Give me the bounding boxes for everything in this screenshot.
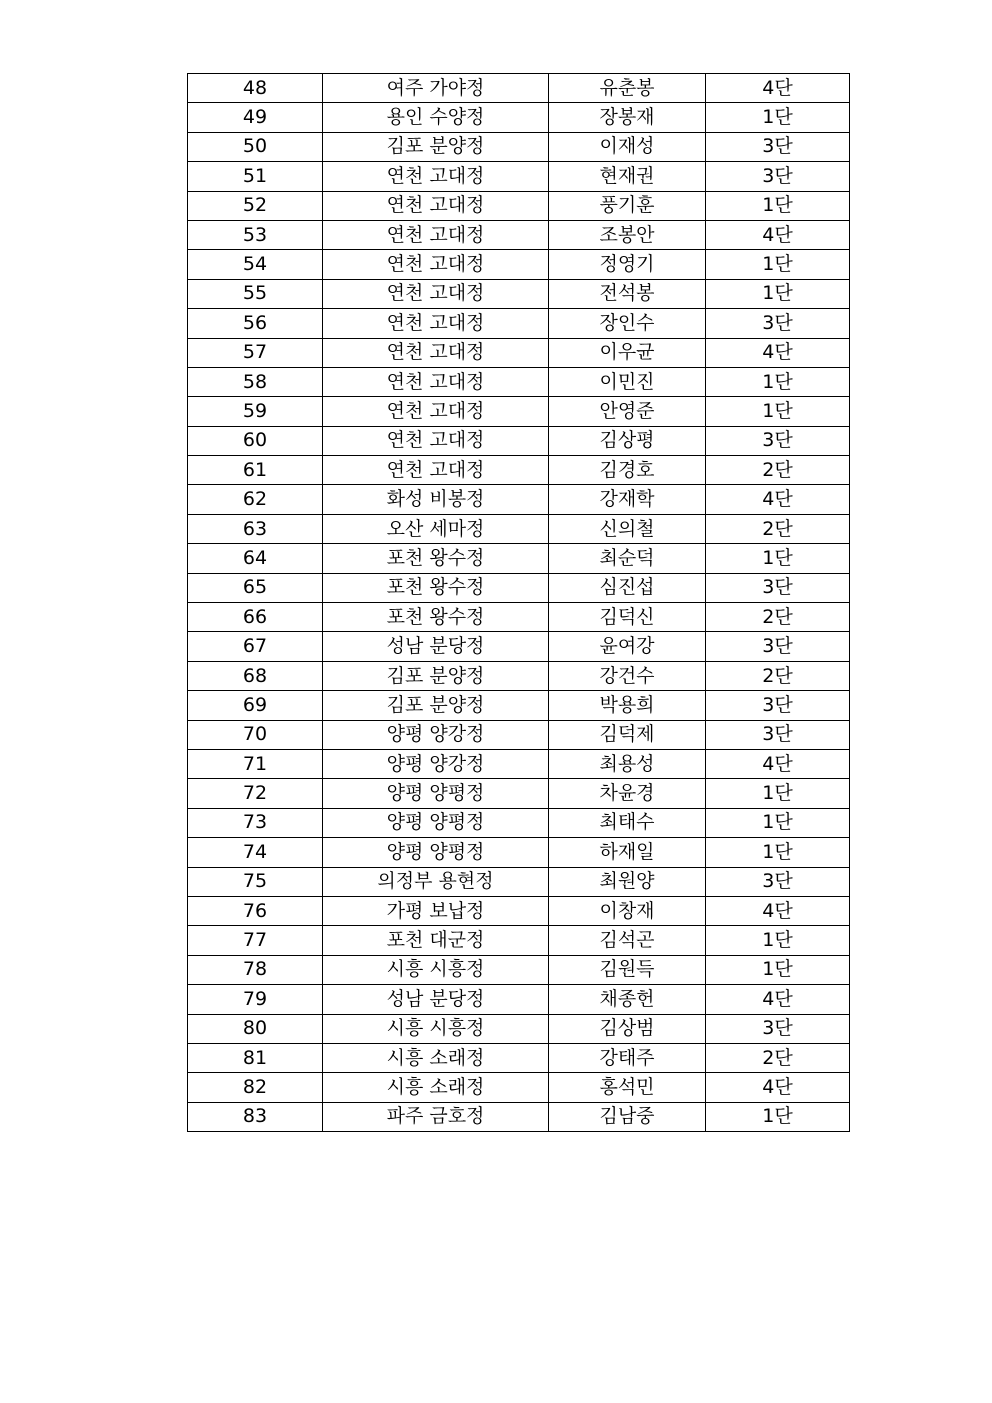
rank-cell: 2단: [706, 661, 850, 690]
row-number-cell: 68: [188, 661, 323, 690]
club-cell: 화성 비봉정: [323, 485, 549, 514]
club-cell: 가평 보납정: [323, 896, 549, 925]
table-row: [188, 132, 850, 161]
club-cell: 연천 고대정: [323, 367, 549, 396]
rank-cell: 1단: [706, 838, 850, 867]
rank-cell: 3단: [706, 426, 850, 455]
row-number-cell: 83: [188, 1102, 323, 1131]
club-cell: 시흥 시흥정: [323, 955, 549, 984]
row-number-cell: 80: [188, 1014, 323, 1043]
member-name-cell: 윤여강: [549, 632, 706, 661]
table-row: [188, 103, 850, 132]
member-name-cell: 박용희: [549, 691, 706, 720]
row-number-cell: 64: [188, 544, 323, 573]
club-cell: 의정부 용현정: [323, 867, 549, 896]
rank-cell: 1단: [706, 191, 850, 220]
rank-cell: 1단: [706, 279, 850, 308]
rank-cell: 3단: [706, 720, 850, 749]
table-row: [188, 485, 850, 514]
rank-cell: 1단: [706, 955, 850, 984]
table-row: [188, 1102, 850, 1131]
table-row: [188, 456, 850, 485]
club-cell: 오산 세마정: [323, 514, 549, 543]
member-name-cell: 하재일: [549, 838, 706, 867]
club-cell: 여주 가야정: [323, 74, 549, 103]
rank-cell: 4단: [706, 896, 850, 925]
row-number-cell: 56: [188, 309, 323, 338]
table-row: [188, 779, 850, 808]
member-name-cell: 홍석민: [549, 1073, 706, 1102]
table-row: [188, 162, 850, 191]
club-cell: 양평 양평정: [323, 779, 549, 808]
row-number-cell: 72: [188, 779, 323, 808]
rank-cell: 3단: [706, 1014, 850, 1043]
row-number-cell: 75: [188, 867, 323, 896]
rank-cell: 3단: [706, 691, 850, 720]
member-name-cell: 풍기훈: [549, 191, 706, 220]
table-row: [188, 309, 850, 338]
table-row: [188, 426, 850, 455]
table-row: [188, 1014, 850, 1043]
row-number-cell: 70: [188, 720, 323, 749]
row-number-cell: 58: [188, 367, 323, 396]
rank-cell: 4단: [706, 220, 850, 249]
club-cell: 양평 양평정: [323, 838, 549, 867]
table-row: [188, 1073, 850, 1102]
table-row: [188, 191, 850, 220]
club-cell: 포천 왕수정: [323, 603, 549, 632]
rank-cell: 1단: [706, 544, 850, 573]
rank-cell: 3단: [706, 309, 850, 338]
rank-cell: 4단: [706, 1073, 850, 1102]
rank-cell: 3단: [706, 867, 850, 896]
row-number-cell: 71: [188, 749, 323, 778]
table-row: [188, 632, 850, 661]
member-name-cell: 조봉안: [549, 220, 706, 249]
roster-table-body: [188, 74, 850, 1132]
member-name-cell: 김상범: [549, 1014, 706, 1043]
rank-cell: 2단: [706, 456, 850, 485]
member-name-cell: 강재학: [549, 485, 706, 514]
member-name-cell: 차윤경: [549, 779, 706, 808]
rank-cell: 3단: [706, 573, 850, 602]
row-number-cell: 69: [188, 691, 323, 720]
table-row: [188, 926, 850, 955]
table-row: [188, 603, 850, 632]
member-name-cell: 김석곤: [549, 926, 706, 955]
row-number-cell: 51: [188, 162, 323, 191]
club-cell: 파주 금호정: [323, 1102, 549, 1131]
club-cell: 시흥 소래정: [323, 1043, 549, 1072]
rank-cell: 3단: [706, 162, 850, 191]
table-row: [188, 691, 850, 720]
member-name-cell: 장인수: [549, 309, 706, 338]
table-row: [188, 985, 850, 1014]
row-number-cell: 48: [188, 74, 323, 103]
table-row: [188, 808, 850, 837]
table-row: [188, 896, 850, 925]
rank-cell: 2단: [706, 1043, 850, 1072]
club-cell: 연천 고대정: [323, 191, 549, 220]
club-cell: 성남 분당정: [323, 985, 549, 1014]
row-number-cell: 73: [188, 808, 323, 837]
row-number-cell: 77: [188, 926, 323, 955]
club-cell: 연천 고대정: [323, 426, 549, 455]
row-number-cell: 82: [188, 1073, 323, 1102]
member-name-cell: 김상평: [549, 426, 706, 455]
row-number-cell: 62: [188, 485, 323, 514]
rank-cell: 4단: [706, 485, 850, 514]
member-name-cell: 김원득: [549, 955, 706, 984]
club-cell: 연천 고대정: [323, 456, 549, 485]
rank-cell: 2단: [706, 514, 850, 543]
row-number-cell: 66: [188, 603, 323, 632]
row-number-cell: 65: [188, 573, 323, 602]
row-number-cell: 76: [188, 896, 323, 925]
member-name-cell: 심진섭: [549, 573, 706, 602]
table-row: [188, 250, 850, 279]
row-number-cell: 63: [188, 514, 323, 543]
club-cell: 시흥 시흥정: [323, 1014, 549, 1043]
member-name-cell: 김경호: [549, 456, 706, 485]
member-name-cell: 채종헌: [549, 985, 706, 1014]
club-cell: 시흥 소래정: [323, 1073, 549, 1102]
member-name-cell: 이우균: [549, 338, 706, 367]
club-cell: 연천 고대정: [323, 220, 549, 249]
row-number-cell: 78: [188, 955, 323, 984]
row-number-cell: 74: [188, 838, 323, 867]
rank-cell: 4단: [706, 749, 850, 778]
club-cell: 포천 왕수정: [323, 573, 549, 602]
row-number-cell: 57: [188, 338, 323, 367]
roster-table: [187, 73, 850, 1132]
club-cell: 김포 분양정: [323, 132, 549, 161]
club-cell: 양평 양강정: [323, 749, 549, 778]
club-cell: 김포 분양정: [323, 691, 549, 720]
member-name-cell: 정영기: [549, 250, 706, 279]
member-name-cell: 최용성: [549, 749, 706, 778]
member-name-cell: 이재성: [549, 132, 706, 161]
row-number-cell: 79: [188, 985, 323, 1014]
row-number-cell: 49: [188, 103, 323, 132]
member-name-cell: 최원양: [549, 867, 706, 896]
table-row: [188, 279, 850, 308]
table-row: [188, 838, 850, 867]
table-row: [188, 514, 850, 543]
club-cell: 연천 고대정: [323, 162, 549, 191]
row-number-cell: 67: [188, 632, 323, 661]
rank-cell: 4단: [706, 338, 850, 367]
row-number-cell: 50: [188, 132, 323, 161]
member-name-cell: 강태주: [549, 1043, 706, 1072]
rank-cell: 1단: [706, 103, 850, 132]
member-name-cell: 김남중: [549, 1102, 706, 1131]
row-number-cell: 59: [188, 397, 323, 426]
rank-cell: 3단: [706, 132, 850, 161]
table-row: [188, 749, 850, 778]
row-number-cell: 60: [188, 426, 323, 455]
member-name-cell: 이창재: [549, 896, 706, 925]
rank-cell: 1단: [706, 250, 850, 279]
member-name-cell: 김덕제: [549, 720, 706, 749]
row-number-cell: 54: [188, 250, 323, 279]
member-name-cell: 강건수: [549, 661, 706, 690]
table-row: [188, 573, 850, 602]
table-row: [188, 661, 850, 690]
club-cell: 김포 분양정: [323, 661, 549, 690]
rank-cell: 1단: [706, 808, 850, 837]
club-cell: 성남 분당정: [323, 632, 549, 661]
table-row: [188, 367, 850, 396]
member-name-cell: 이민진: [549, 367, 706, 396]
club-cell: 포천 왕수정: [323, 544, 549, 573]
member-name-cell: 신의철: [549, 514, 706, 543]
rank-cell: 1단: [706, 926, 850, 955]
row-number-cell: 61: [188, 456, 323, 485]
row-number-cell: 81: [188, 1043, 323, 1072]
rank-cell: 2단: [706, 603, 850, 632]
rank-cell: 1단: [706, 779, 850, 808]
table-row: [188, 955, 850, 984]
club-cell: 연천 고대정: [323, 250, 549, 279]
row-number-cell: 52: [188, 191, 323, 220]
club-cell: 용인 수양정: [323, 103, 549, 132]
club-cell: 포천 대군정: [323, 926, 549, 955]
rank-cell: 1단: [706, 1102, 850, 1131]
rank-cell: 4단: [706, 985, 850, 1014]
row-number-cell: 55: [188, 279, 323, 308]
member-name-cell: 김덕신: [549, 603, 706, 632]
member-name-cell: 전석봉: [549, 279, 706, 308]
club-cell: 양평 양평정: [323, 808, 549, 837]
rank-cell: 1단: [706, 367, 850, 396]
row-number-cell: 53: [188, 220, 323, 249]
member-name-cell: 장봉재: [549, 103, 706, 132]
member-name-cell: 최순덕: [549, 544, 706, 573]
club-cell: 연천 고대정: [323, 397, 549, 426]
member-name-cell: 유춘봉: [549, 74, 706, 103]
club-cell: 연천 고대정: [323, 279, 549, 308]
rank-cell: 4단: [706, 74, 850, 103]
club-cell: 연천 고대정: [323, 309, 549, 338]
table-row: [188, 397, 850, 426]
club-cell: 연천 고대정: [323, 338, 549, 367]
table-row: [188, 867, 850, 896]
rank-cell: 1단: [706, 397, 850, 426]
table-row: [188, 338, 850, 367]
table-row: [188, 544, 850, 573]
table-row: [188, 720, 850, 749]
table-row: [188, 74, 850, 103]
member-name-cell: 안영준: [549, 397, 706, 426]
table-row: [188, 1043, 850, 1072]
member-name-cell: 최태수: [549, 808, 706, 837]
table-row: [188, 220, 850, 249]
rank-cell: 3단: [706, 632, 850, 661]
member-name-cell: 현재권: [549, 162, 706, 191]
club-cell: 양평 양강정: [323, 720, 549, 749]
